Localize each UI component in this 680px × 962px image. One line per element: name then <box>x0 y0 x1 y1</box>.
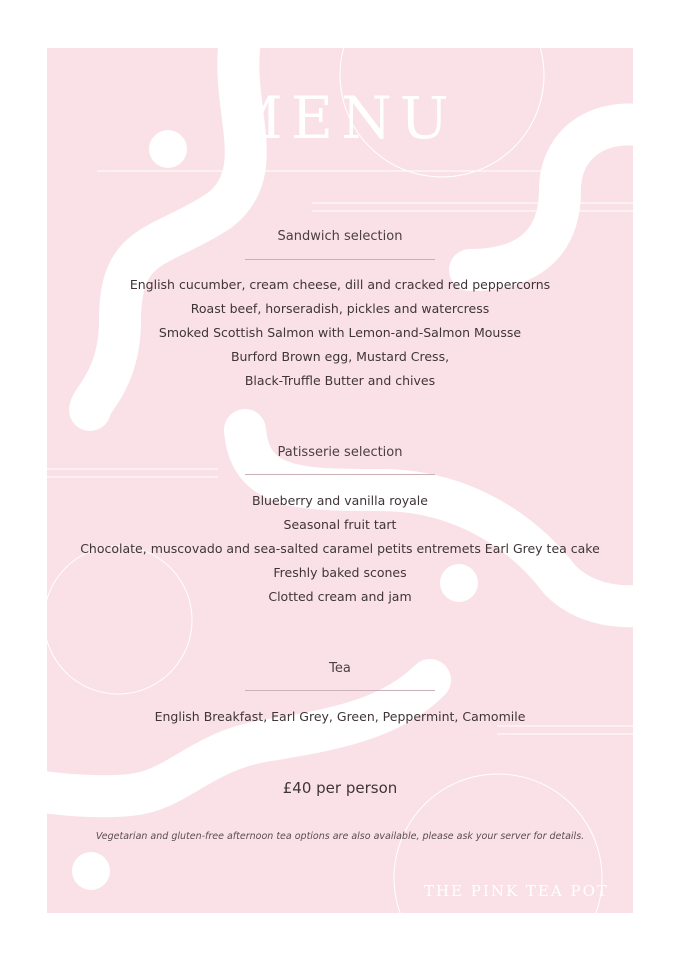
menu-item: Smoked Scottish Salmon with Lemon-and-Salmon Mousse <box>158 325 522 340</box>
menu-item: Burford Brown egg, Mustard Cress, <box>230 349 450 364</box>
menu-item: Roast beef, horseradish, pickles and watercress <box>190 301 490 316</box>
menu-item: Chocolate, muscovado and sea-salted caramel petits entremets Earl Grey tea cake <box>80 541 600 556</box>
menu-title: MENU <box>223 84 457 152</box>
section-divider <box>245 474 435 475</box>
section-divider <box>245 259 435 260</box>
section-heading-tea: Tea <box>329 661 351 676</box>
menu-item: Freshly baked scones <box>273 565 407 580</box>
section-heading-sandwich: Sandwich selection <box>277 229 403 244</box>
price-per-person: £40 per person <box>282 779 398 797</box>
menu-item: English Breakfast, Earl Grey, Green, Peppermint, Camomile <box>154 709 526 724</box>
menu-item: Blueberry and vanilla royale <box>252 493 428 508</box>
menu-item: English cucumber, cream cheese, dill and cracked red peppercorns <box>129 277 551 292</box>
section-divider <box>245 690 435 691</box>
brand-name: THE PINK TEA POT <box>424 882 609 900</box>
menu-item: Clotted cream and jam <box>268 589 412 604</box>
dietary-note: Vegetarian and gluten-free afternoon tea options are also available, please ask your server for details. <box>95 831 585 842</box>
section-heading-patisserie: Patisserie selection <box>277 445 403 460</box>
solid-dot-3 <box>72 852 110 890</box>
menu-item: Black-Truffle Butter and chives <box>244 373 436 388</box>
menu-item: Seasonal fruit tart <box>283 517 397 532</box>
outline-circle-3 <box>394 774 602 962</box>
